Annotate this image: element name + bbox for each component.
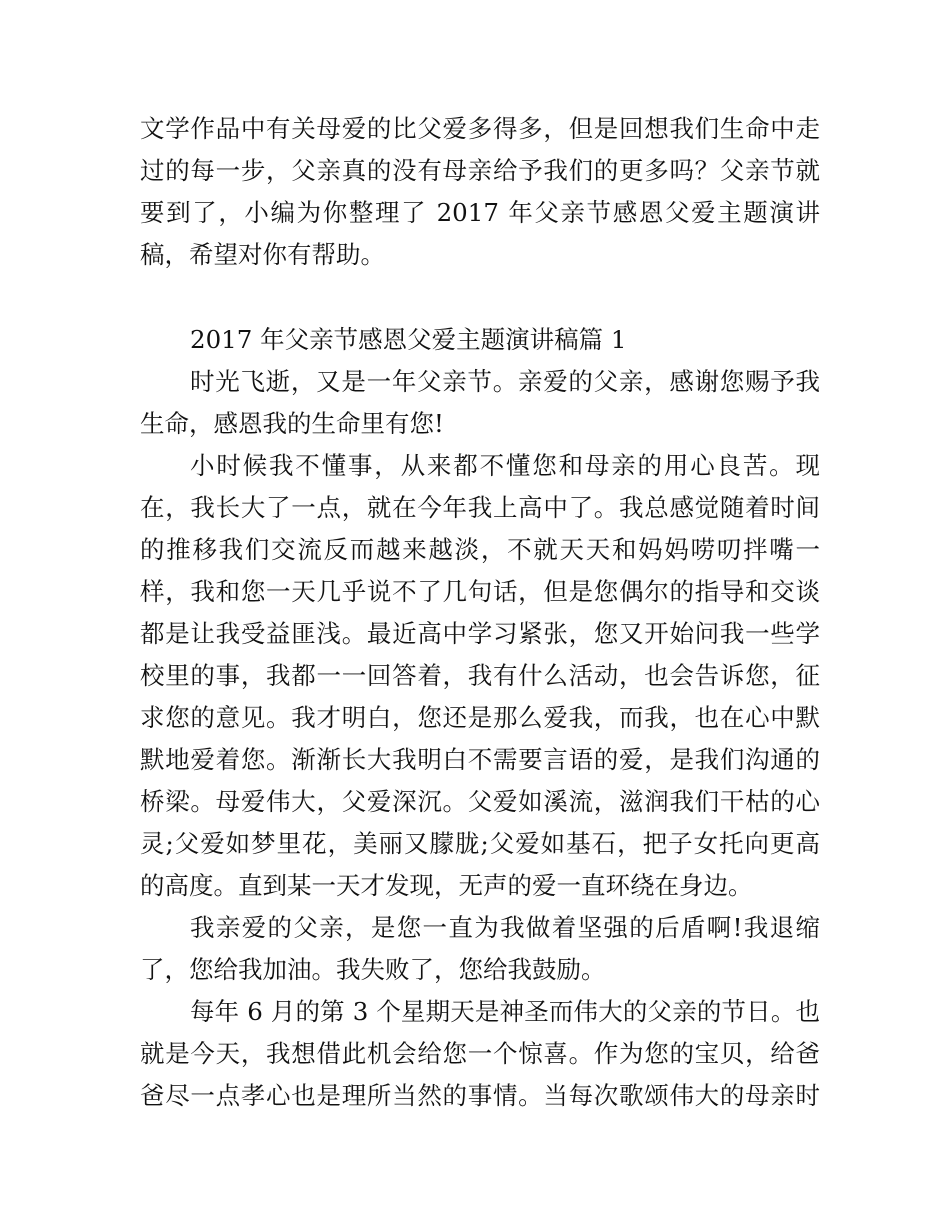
- paragraph-line: 默地爱着您。渐渐长大我明白不需要言语的爱，是我们沟通的: [140, 745, 820, 774]
- paragraph-line: 我亲爱的父亲，是您一直为我做着坚强的后盾啊!我退缩: [190, 913, 820, 942]
- paragraph-line: 小时候我不懂事，从来都不懂您和母亲的用心良苦。现: [190, 451, 820, 480]
- paragraph-line: 了，您给我加油。我失败了，您给我鼓励。: [140, 955, 606, 984]
- intro-line: 稿，希望对你有帮助。: [140, 240, 385, 269]
- paragraph-line: 求您的意见。我才明白，您还是那么爱我，而我，也在心中默: [140, 703, 820, 732]
- paragraph-line: 在，我长大了一点，就在今年我上高中了。我总感觉随着时间: [140, 493, 820, 522]
- section-title: 2017 年父亲节感恩父爱主题演讲稿篇 1: [190, 325, 627, 354]
- paragraph-line: 就是今天，我想借此机会给您一个惊喜。作为您的宝贝，给爸: [140, 1039, 820, 1068]
- paragraph-line: 校里的事，我都一一回答着，我有什么活动，也会告诉您，征: [140, 661, 820, 690]
- paragraph-line: 灵;父爱如梦里花，美丽又朦胧;父爱如基石，把子女托向更高: [140, 829, 820, 858]
- paragraph-line: 桥梁。母爱伟大，父爱深沉。父爱如溪流，滋润我们干枯的心: [140, 787, 820, 816]
- intro-line: 文学作品中有关母爱的比父爱多得多，但是回想我们生命中走: [140, 114, 820, 143]
- paragraph-line: 的高度。直到某一天才发现，无声的爱一直环绕在身边。: [140, 871, 753, 900]
- paragraph-line: 的推移我们交流反而越来越淡，不就天天和妈妈唠叨拌嘴一: [140, 535, 820, 564]
- intro-line: 过的每一步，父亲真的没有母亲给予我们的更多吗？父亲节就: [140, 156, 820, 185]
- intro-line: 要到了，小编为你整理了 2017 年父亲节感恩父爱主题演讲: [140, 198, 820, 227]
- paragraph-line: 生命，感恩我的生命里有您!: [140, 409, 444, 438]
- paragraph-line: 时光飞逝，又是一年父亲节。亲爱的父亲，感谢您赐予我: [190, 367, 820, 396]
- paragraph-line: 每年 6 月的第 3 个星期天是神圣而伟大的父亲的节日。也: [190, 997, 820, 1026]
- paragraph-line: 爸尽一点孝心也是理所当然的事情。当每次歌颂伟大的母亲时: [140, 1081, 820, 1110]
- paragraph-line: 都是让我受益匪浅。最近高中学习紧张，您又开始问我一些学: [140, 619, 820, 648]
- paragraph-line: 样，我和您一天几乎说不了几句话，但是您偶尔的指导和交谈: [140, 577, 820, 606]
